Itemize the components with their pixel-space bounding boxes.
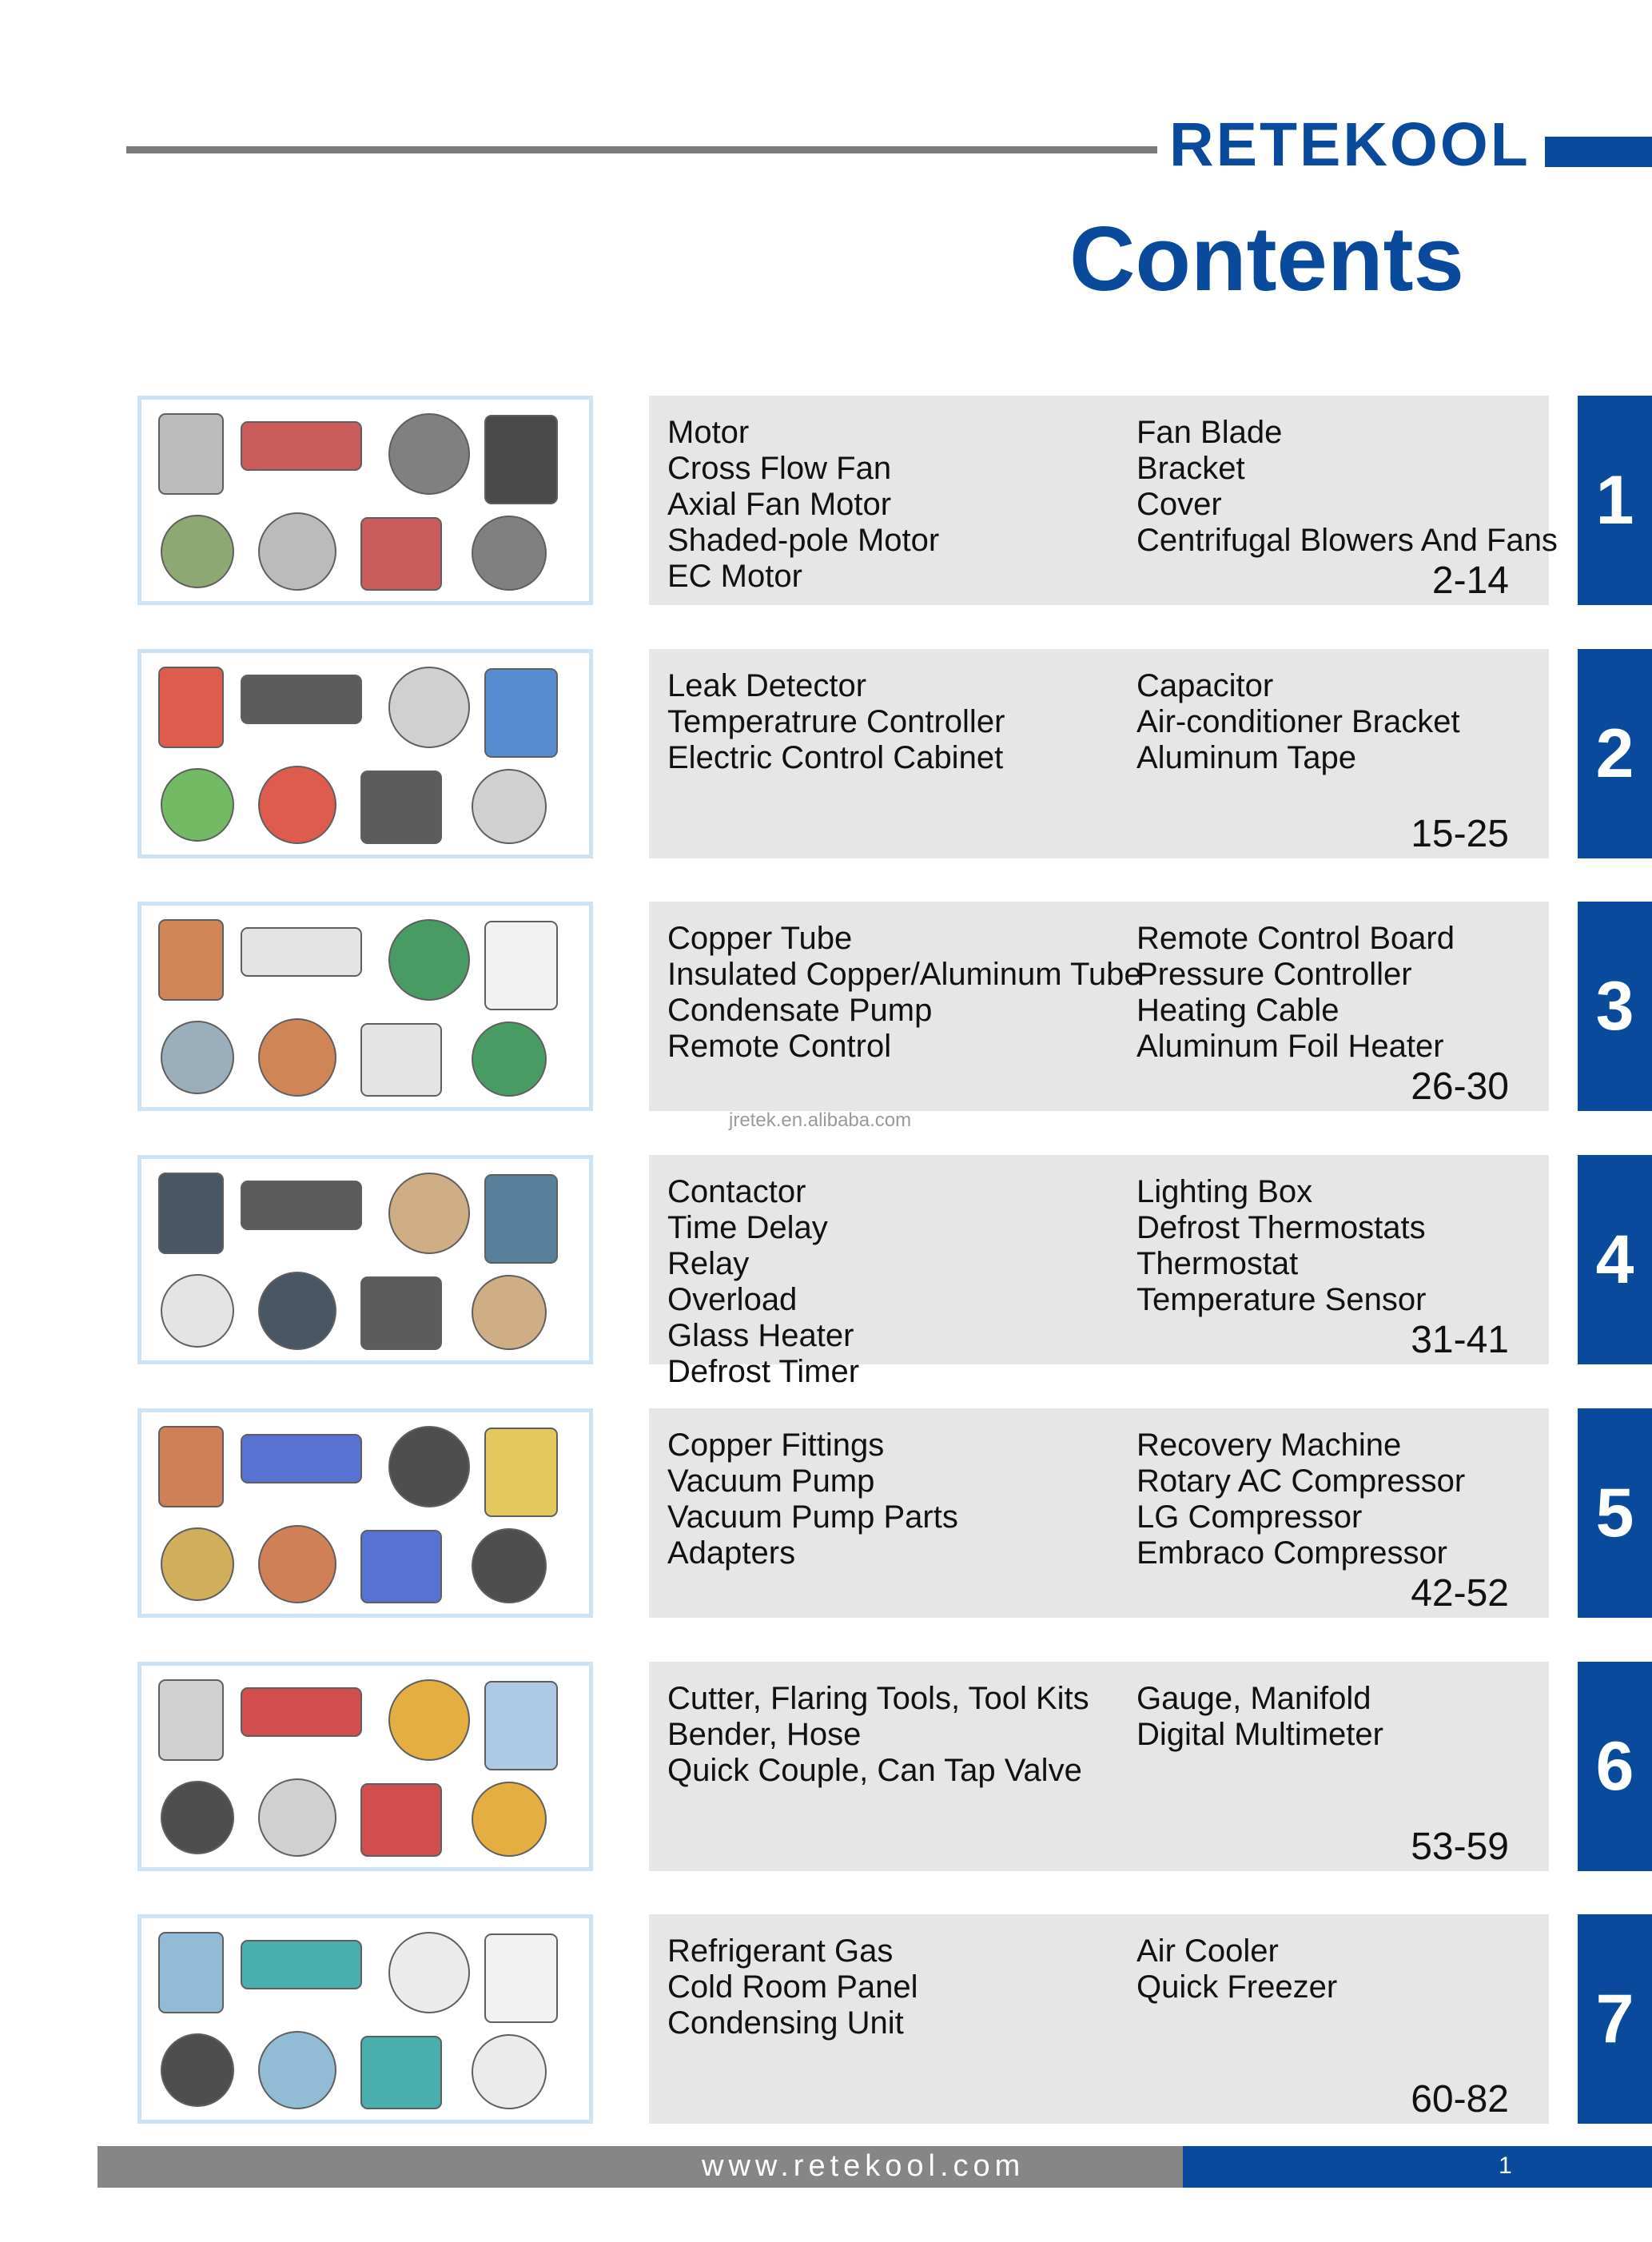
footer-page-number: 1 bbox=[1499, 2152, 1512, 2179]
category-item[interactable]: Defrost Timer bbox=[667, 1354, 860, 1389]
section-number-tab[interactable]: 6 bbox=[1578, 1662, 1652, 1871]
product-thumbnail-shape bbox=[159, 920, 223, 1000]
category-item[interactable]: Quick Couple, Can Tap Valve bbox=[667, 1753, 1082, 1788]
section-number-tab[interactable]: 7 bbox=[1578, 1914, 1652, 2124]
category-item[interactable]: Air Cooler bbox=[1136, 1933, 1279, 1969]
footer-url[interactable]: www.retekool.com bbox=[702, 2149, 1025, 2183]
product-thumbnail-shape bbox=[485, 1175, 557, 1263]
section-number-tab[interactable]: 3 bbox=[1578, 902, 1652, 1111]
product-thumbnail-shape bbox=[161, 2034, 233, 2106]
watermark: jretek.en.alibaba.com bbox=[729, 1109, 912, 1131]
contents-section bbox=[0, 1914, 1652, 2124]
product-thumbnail-shape bbox=[485, 1934, 557, 2022]
product-thumbnail-shape bbox=[241, 1181, 361, 1229]
page-range: 42-52 bbox=[1411, 1572, 1509, 1615]
page-range: 31-41 bbox=[1411, 1319, 1509, 1361]
product-thumbnail-shape bbox=[389, 667, 469, 747]
category-item[interactable]: LG Compressor bbox=[1136, 1499, 1363, 1535]
product-thumbnail-shape bbox=[361, 2037, 441, 2109]
category-item[interactable]: EC Motor bbox=[667, 559, 802, 594]
category-item[interactable]: Axial Fan Motor bbox=[667, 487, 892, 522]
category-item[interactable]: Refrigerant Gas bbox=[667, 1933, 894, 1969]
category-item[interactable]: Aluminum Tape bbox=[1136, 740, 1356, 775]
category-item[interactable]: Gauge, Manifold bbox=[1136, 1681, 1371, 1716]
product-image-collage bbox=[137, 396, 593, 605]
category-item[interactable]: Temperatrure Controller bbox=[667, 704, 1005, 739]
category-item[interactable]: Thermostat bbox=[1136, 1246, 1299, 1281]
category-item[interactable]: Copper Tube bbox=[667, 921, 853, 956]
product-image-collage bbox=[137, 1155, 593, 1364]
product-thumbnail-shape bbox=[241, 928, 361, 976]
category-item[interactable]: Motor bbox=[667, 415, 750, 450]
category-item[interactable]: Electric Control Cabinet bbox=[667, 740, 1004, 775]
page-title: Contents bbox=[1069, 209, 1464, 310]
product-thumbnail-shape bbox=[159, 414, 223, 494]
product-thumbnail-shape bbox=[259, 1019, 336, 1096]
product-thumbnail-shape bbox=[159, 1427, 223, 1507]
category-item[interactable]: Relay bbox=[667, 1246, 750, 1281]
section-number-tab[interactable]: 4 bbox=[1578, 1155, 1652, 1364]
product-thumbnail-shape bbox=[361, 1784, 441, 1856]
product-thumbnail-shape bbox=[485, 1682, 557, 1770]
product-thumbnail-shape bbox=[361, 518, 441, 590]
contents-section bbox=[0, 649, 1652, 858]
product-thumbnail-shape bbox=[241, 675, 361, 723]
footer-accent bbox=[1183, 2146, 1652, 2188]
category-column-right bbox=[1136, 1681, 1383, 1753]
product-thumbnail-shape bbox=[472, 1529, 546, 1603]
header-rule bbox=[126, 146, 1157, 153]
category-column-left bbox=[667, 1174, 859, 1390]
section-info-panel bbox=[649, 649, 1549, 858]
category-item[interactable]: Temperature Sensor bbox=[1136, 1282, 1427, 1317]
product-thumbnail-shape bbox=[485, 922, 557, 1009]
product-thumbnail-shape bbox=[259, 1272, 336, 1349]
product-thumbnail-shape bbox=[259, 767, 336, 843]
product-thumbnail-shape bbox=[361, 1024, 441, 1096]
section-info-panel bbox=[649, 1155, 1549, 1389]
category-column-left bbox=[667, 668, 1005, 776]
section-number-tab[interactable]: 5 bbox=[1578, 1408, 1652, 1618]
product-thumbnail-shape bbox=[389, 1933, 469, 2013]
product-thumbnail-shape bbox=[241, 1941, 361, 1989]
product-thumbnail-shape bbox=[485, 416, 557, 504]
product-thumbnail-shape bbox=[161, 1021, 233, 1093]
contents-section bbox=[0, 1408, 1652, 1618]
product-image-collage bbox=[137, 1914, 593, 2124]
product-thumbnail-shape bbox=[159, 667, 223, 747]
category-item[interactable]: Leak Detector bbox=[667, 668, 867, 703]
product-thumbnail-shape bbox=[472, 1022, 546, 1096]
category-item[interactable]: Shaded-pole Motor bbox=[667, 523, 940, 558]
page-range: 15-25 bbox=[1411, 813, 1509, 855]
category-item[interactable]: Embraco Compressor bbox=[1136, 1535, 1448, 1571]
category-column-right bbox=[1136, 668, 1460, 776]
product-thumbnail-shape bbox=[161, 1782, 233, 1854]
product-image-collage bbox=[137, 649, 593, 858]
category-item[interactable]: Fan Blade bbox=[1136, 415, 1283, 450]
section-number-tab[interactable]: 1 bbox=[1578, 396, 1652, 605]
category-item[interactable]: Heating Cable bbox=[1136, 993, 1340, 1028]
category-item[interactable]: Air-conditioner Bracket bbox=[1136, 704, 1460, 739]
product-thumbnail-shape bbox=[361, 1531, 441, 1603]
product-thumbnail-shape bbox=[485, 1428, 557, 1516]
contents-section bbox=[0, 902, 1652, 1111]
category-item[interactable]: Vacuum Pump bbox=[667, 1463, 875, 1499]
product-thumbnail-shape bbox=[472, 516, 546, 590]
category-item[interactable]: Remote Control bbox=[667, 1029, 892, 1064]
category-item[interactable]: Cover bbox=[1136, 487, 1222, 522]
category-item[interactable]: Aluminum Foil Heater bbox=[1136, 1029, 1444, 1064]
category-item[interactable]: Lighting Box bbox=[1136, 1174, 1313, 1209]
brand-logo: RETEKOOL bbox=[1169, 110, 1531, 179]
product-thumbnail-shape bbox=[161, 1275, 233, 1347]
section-number-tab[interactable]: 2 bbox=[1578, 649, 1652, 858]
product-image-collage bbox=[137, 902, 593, 1111]
section-info-panel bbox=[649, 902, 1549, 1111]
product-thumbnail-shape bbox=[259, 1526, 336, 1603]
section-info-panel bbox=[649, 1408, 1549, 1618]
product-thumbnail-shape bbox=[259, 2032, 336, 2109]
section-info-panel bbox=[649, 1662, 1549, 1871]
section-info-panel bbox=[649, 396, 1558, 605]
category-column-left bbox=[667, 1933, 918, 2041]
category-column-right bbox=[1136, 1933, 1337, 2005]
product-thumbnail-shape bbox=[389, 920, 469, 1000]
category-item[interactable]: Glass Heater bbox=[667, 1318, 854, 1353]
product-thumbnail-shape bbox=[241, 422, 361, 470]
contents-section bbox=[0, 396, 1652, 605]
product-thumbnail-shape bbox=[159, 1680, 223, 1760]
category-column-left bbox=[667, 415, 939, 595]
product-thumbnail-shape bbox=[389, 1680, 469, 1760]
product-thumbnail-shape bbox=[389, 414, 469, 494]
contents-section bbox=[0, 1662, 1652, 1871]
category-item[interactable]: Defrost Thermostats bbox=[1136, 1210, 1426, 1245]
product-thumbnail-shape bbox=[161, 1528, 233, 1600]
category-column-right bbox=[1136, 1174, 1426, 1318]
category-item[interactable]: Time Delay bbox=[667, 1210, 828, 1245]
category-item[interactable]: Cutter, Flaring Tools, Tool Kits bbox=[667, 1681, 1089, 1716]
product-thumbnail-shape bbox=[241, 1688, 361, 1736]
category-item[interactable]: Quick Freezer bbox=[1136, 1969, 1338, 2005]
category-item[interactable]: Vacuum Pump Parts bbox=[667, 1499, 958, 1535]
category-column-left bbox=[667, 921, 1142, 1065]
product-image-collage bbox=[137, 1662, 593, 1871]
category-column-right bbox=[1136, 921, 1455, 1065]
product-thumbnail-shape bbox=[159, 1173, 223, 1253]
page-range: 26-30 bbox=[1411, 1065, 1509, 1108]
category-item[interactable]: Condensate Pump bbox=[667, 993, 933, 1028]
category-column-left bbox=[667, 1681, 1089, 1789]
category-item[interactable]: Cross Flow Fan bbox=[667, 451, 892, 486]
category-item[interactable]: Insulated Copper/Aluminum Tube bbox=[667, 957, 1142, 992]
product-thumbnail-shape bbox=[361, 771, 441, 843]
product-thumbnail-shape bbox=[472, 2035, 546, 2109]
page-range: 53-59 bbox=[1411, 1826, 1509, 1868]
product-thumbnail-shape bbox=[361, 1277, 441, 1349]
category-item[interactable]: Cold Room Panel bbox=[667, 1969, 918, 2005]
product-image-collage bbox=[137, 1408, 593, 1618]
category-item[interactable]: Bender, Hose bbox=[667, 1717, 862, 1752]
category-item[interactable]: Overload bbox=[667, 1282, 798, 1317]
category-column-right bbox=[1136, 415, 1558, 559]
category-column-right bbox=[1136, 1428, 1465, 1571]
product-thumbnail-shape bbox=[241, 1435, 361, 1483]
category-item[interactable]: Centrifugal Blowers And Fans bbox=[1136, 523, 1558, 558]
product-thumbnail-shape bbox=[472, 770, 546, 843]
category-item[interactable]: Recovery Machine bbox=[1136, 1428, 1402, 1463]
product-thumbnail-shape bbox=[472, 1782, 546, 1856]
page-range: 60-82 bbox=[1411, 2078, 1509, 2121]
category-item[interactable]: Adapters bbox=[667, 1535, 796, 1571]
product-thumbnail-shape bbox=[389, 1427, 469, 1507]
logo-bar bbox=[1545, 137, 1652, 167]
page-range: 2-14 bbox=[1431, 560, 1509, 602]
product-thumbnail-shape bbox=[389, 1173, 469, 1253]
category-column-left bbox=[667, 1428, 958, 1571]
category-item[interactable]: Condensing Unit bbox=[667, 2005, 904, 2041]
contents-section bbox=[0, 1155, 1652, 1389]
category-item[interactable]: Remote Control Board bbox=[1136, 921, 1455, 956]
category-item[interactable]: Contactor bbox=[667, 1174, 806, 1209]
category-item[interactable]: Bracket bbox=[1136, 451, 1245, 486]
category-item[interactable]: Capacitor bbox=[1136, 668, 1274, 703]
category-item[interactable]: Pressure Controller bbox=[1136, 957, 1412, 992]
product-thumbnail-shape bbox=[161, 516, 233, 587]
product-thumbnail-shape bbox=[259, 513, 336, 590]
product-thumbnail-shape bbox=[259, 1779, 336, 1856]
category-item[interactable]: Digital Multimeter bbox=[1136, 1717, 1383, 1752]
section-info-panel bbox=[649, 1914, 1549, 2124]
product-thumbnail-shape bbox=[485, 669, 557, 757]
product-thumbnail-shape bbox=[161, 769, 233, 841]
category-item[interactable]: Rotary AC Compressor bbox=[1136, 1463, 1466, 1499]
product-thumbnail-shape bbox=[159, 1933, 223, 2013]
product-thumbnail-shape bbox=[472, 1276, 546, 1349]
category-item[interactable]: Copper Fittings bbox=[667, 1428, 885, 1463]
